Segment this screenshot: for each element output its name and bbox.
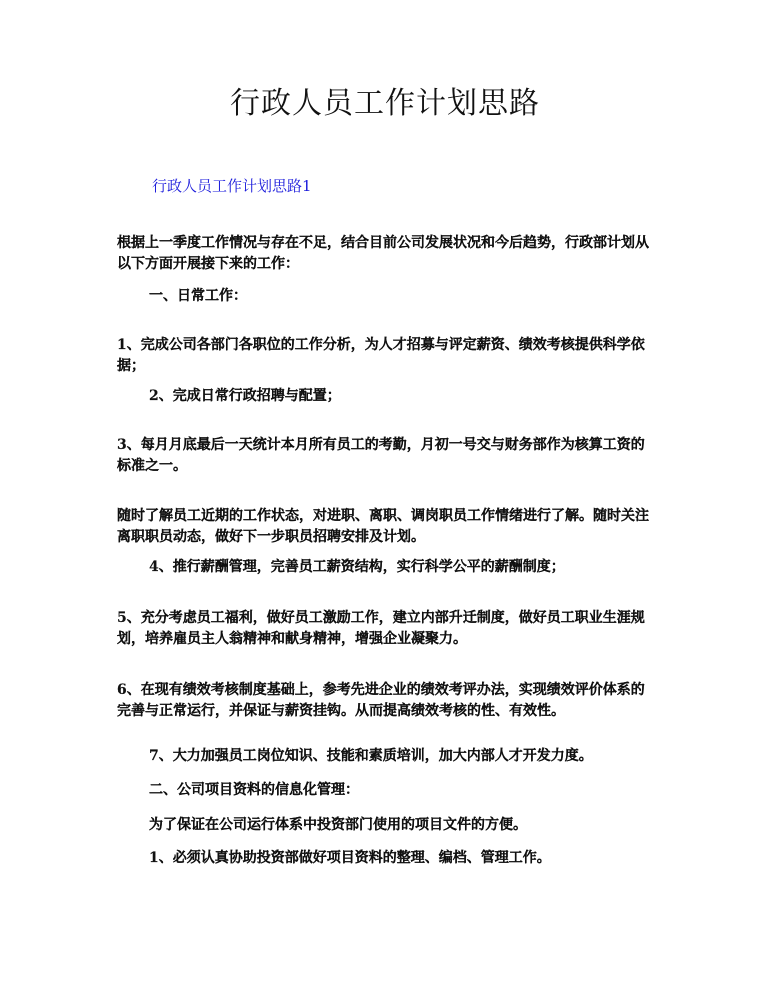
paragraph-item-3: 3、每月月底最后一天统计本月所有员工的考勤，月初一号交与财务部作为核算工资的标准之一。 xyxy=(117,437,645,474)
paragraph-item-2: 2、完成日常行政招聘与配置； xyxy=(149,388,341,404)
paragraph-item-5: 5、充分考虑员工福利，做好员工激励工作，建立内部升迁制度，做好员工职业生涯规划，培养雇员主人翁精神和献身精神，增强企业凝聚力。 xyxy=(117,610,645,647)
paragraph-intro: 根据上一季度工作情况与存在不足，结合目前公司发展状况和今后趋势，行政部计划从以下方面开展接下来的工作： xyxy=(117,235,649,272)
paragraph-item-7: 7、大力加强员工岗位知识、技能和素质培训，加大内部人才开发力度。 xyxy=(149,748,593,764)
paragraph-staff-status: 随时了解员工近期的工作状态，对进职、离职、调岗职员工作情绪进行了解。随时关注离职职员动态，做好下一步职员招聘安排及计划。 xyxy=(117,508,649,545)
paragraph-section-two-intro: 为了保证在公司运行体系中投资部门使用的项目文件的方便。 xyxy=(149,817,527,833)
section-heading: 行政人员工作计划思路1 xyxy=(152,177,312,195)
paragraph-item-1: 1、完成公司各部门各职位的工作分析，为人才招募与评定薪资、绩效考核提供科学依据； xyxy=(117,337,645,374)
paragraph-section-two-heading: 二、公司项目资料的信息化管理： xyxy=(149,782,359,798)
paragraph-section-two-item-1: 1、必须认真协助投资部做好项目资料的整理、编档、管理工作。 xyxy=(149,850,551,866)
paragraph-section-one-heading: 一、日常工作： xyxy=(149,288,247,304)
paragraph-item-6: 6、在现有绩效考核制度基础上，参考先进企业的绩效考评办法，实现绩效评价体系的完善与正常运行，并保证与薪资挂钩。从而提高绩效考核的性、有效性。 xyxy=(117,682,645,719)
document-title: 行政人员工作计划思路 xyxy=(230,86,540,121)
paragraph-item-4: 4、推行薪酬管理，完善员工薪资结构，实行科学公平的薪酬制度； xyxy=(149,559,565,575)
